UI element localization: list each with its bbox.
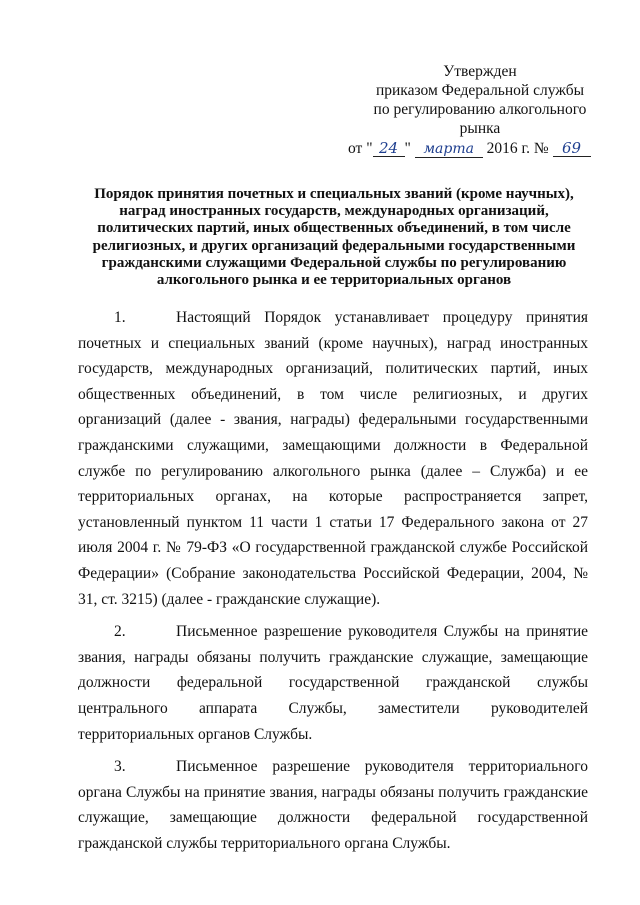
paragraph-number: 1. [114,309,126,326]
handwritten-order-number: 69 [553,140,591,157]
date-quote: " [404,140,411,157]
document-body [78,305,588,863]
paragraph-3 [78,754,588,856]
date-prefix: от " [348,140,373,157]
approval-line-market: рынка [459,120,501,137]
date-year: 2016 г. № [486,140,549,157]
approval-line-approved: Утвержден [443,63,517,80]
paragraph-text: Письменное разрешение руководителя территориального органа Службы на принятие звания, награды обязаны получить гражданские служащие, замещающие должности федеральной государственной гражданской службы территориального органа Службы. [78,758,588,852]
paragraph-1 [78,305,588,612]
paragraph-2 [78,619,588,747]
document-title: Порядок принятия почетных и специальных званий (кроме научных), наград иностранных государств, международных организаций, политических партий, иных общественных объединений, в том числе религиозных, и других организаций федеральными государственными гражданскими служащими Федеральной службы по регулированию алкогольного рынка и ее территориальных органов [92,186,576,289]
approval-line-regulation: по регулированию алкогольного [373,101,587,118]
approval-block [340,62,620,158]
handwritten-month: марта [415,141,483,158]
handwritten-day: 24 [373,140,405,157]
paragraph-text: Письменное разрешение руководителя Службы на принятие звания, награды обязаны получить гражданские служащие, замещающие должности федеральной государственной гражданской службы центрального аппарата Службы, заместители руководителей территориальных органов Службы. [78,623,588,743]
approval-date-line [340,139,620,158]
paragraph-number: 2. [114,623,126,641]
paragraph-number: 3. [114,758,126,776]
paragraph-text: Настоящий Порядок устанавливает процедуру принятия почетных и специальных званий (кроме научных), наград иностранных государств, международных организаций, политических партий, иных общественных объединений, в том числе религиозных, и других организаций (далее - звания, награды) федеральными государственными гражданскими служащими, замещающими должности в Федеральной службе по регулированию алкогольного рынка (далее – Служба) и ее территориальных органах, на которые распространяется запрет, установленный пунктом 11 части 1 статьи 17 Федерального закона от 27 июля 2004 г. № 79-ФЗ «О государственной гражданской службе Российской Федерации» (Собрание законодательства Российской Федерации, 2004, № 31, ст. 3215) (далее - гражданские служащие). [78,309,588,608]
approval-line-order: приказом Федеральной службы [375,82,585,99]
